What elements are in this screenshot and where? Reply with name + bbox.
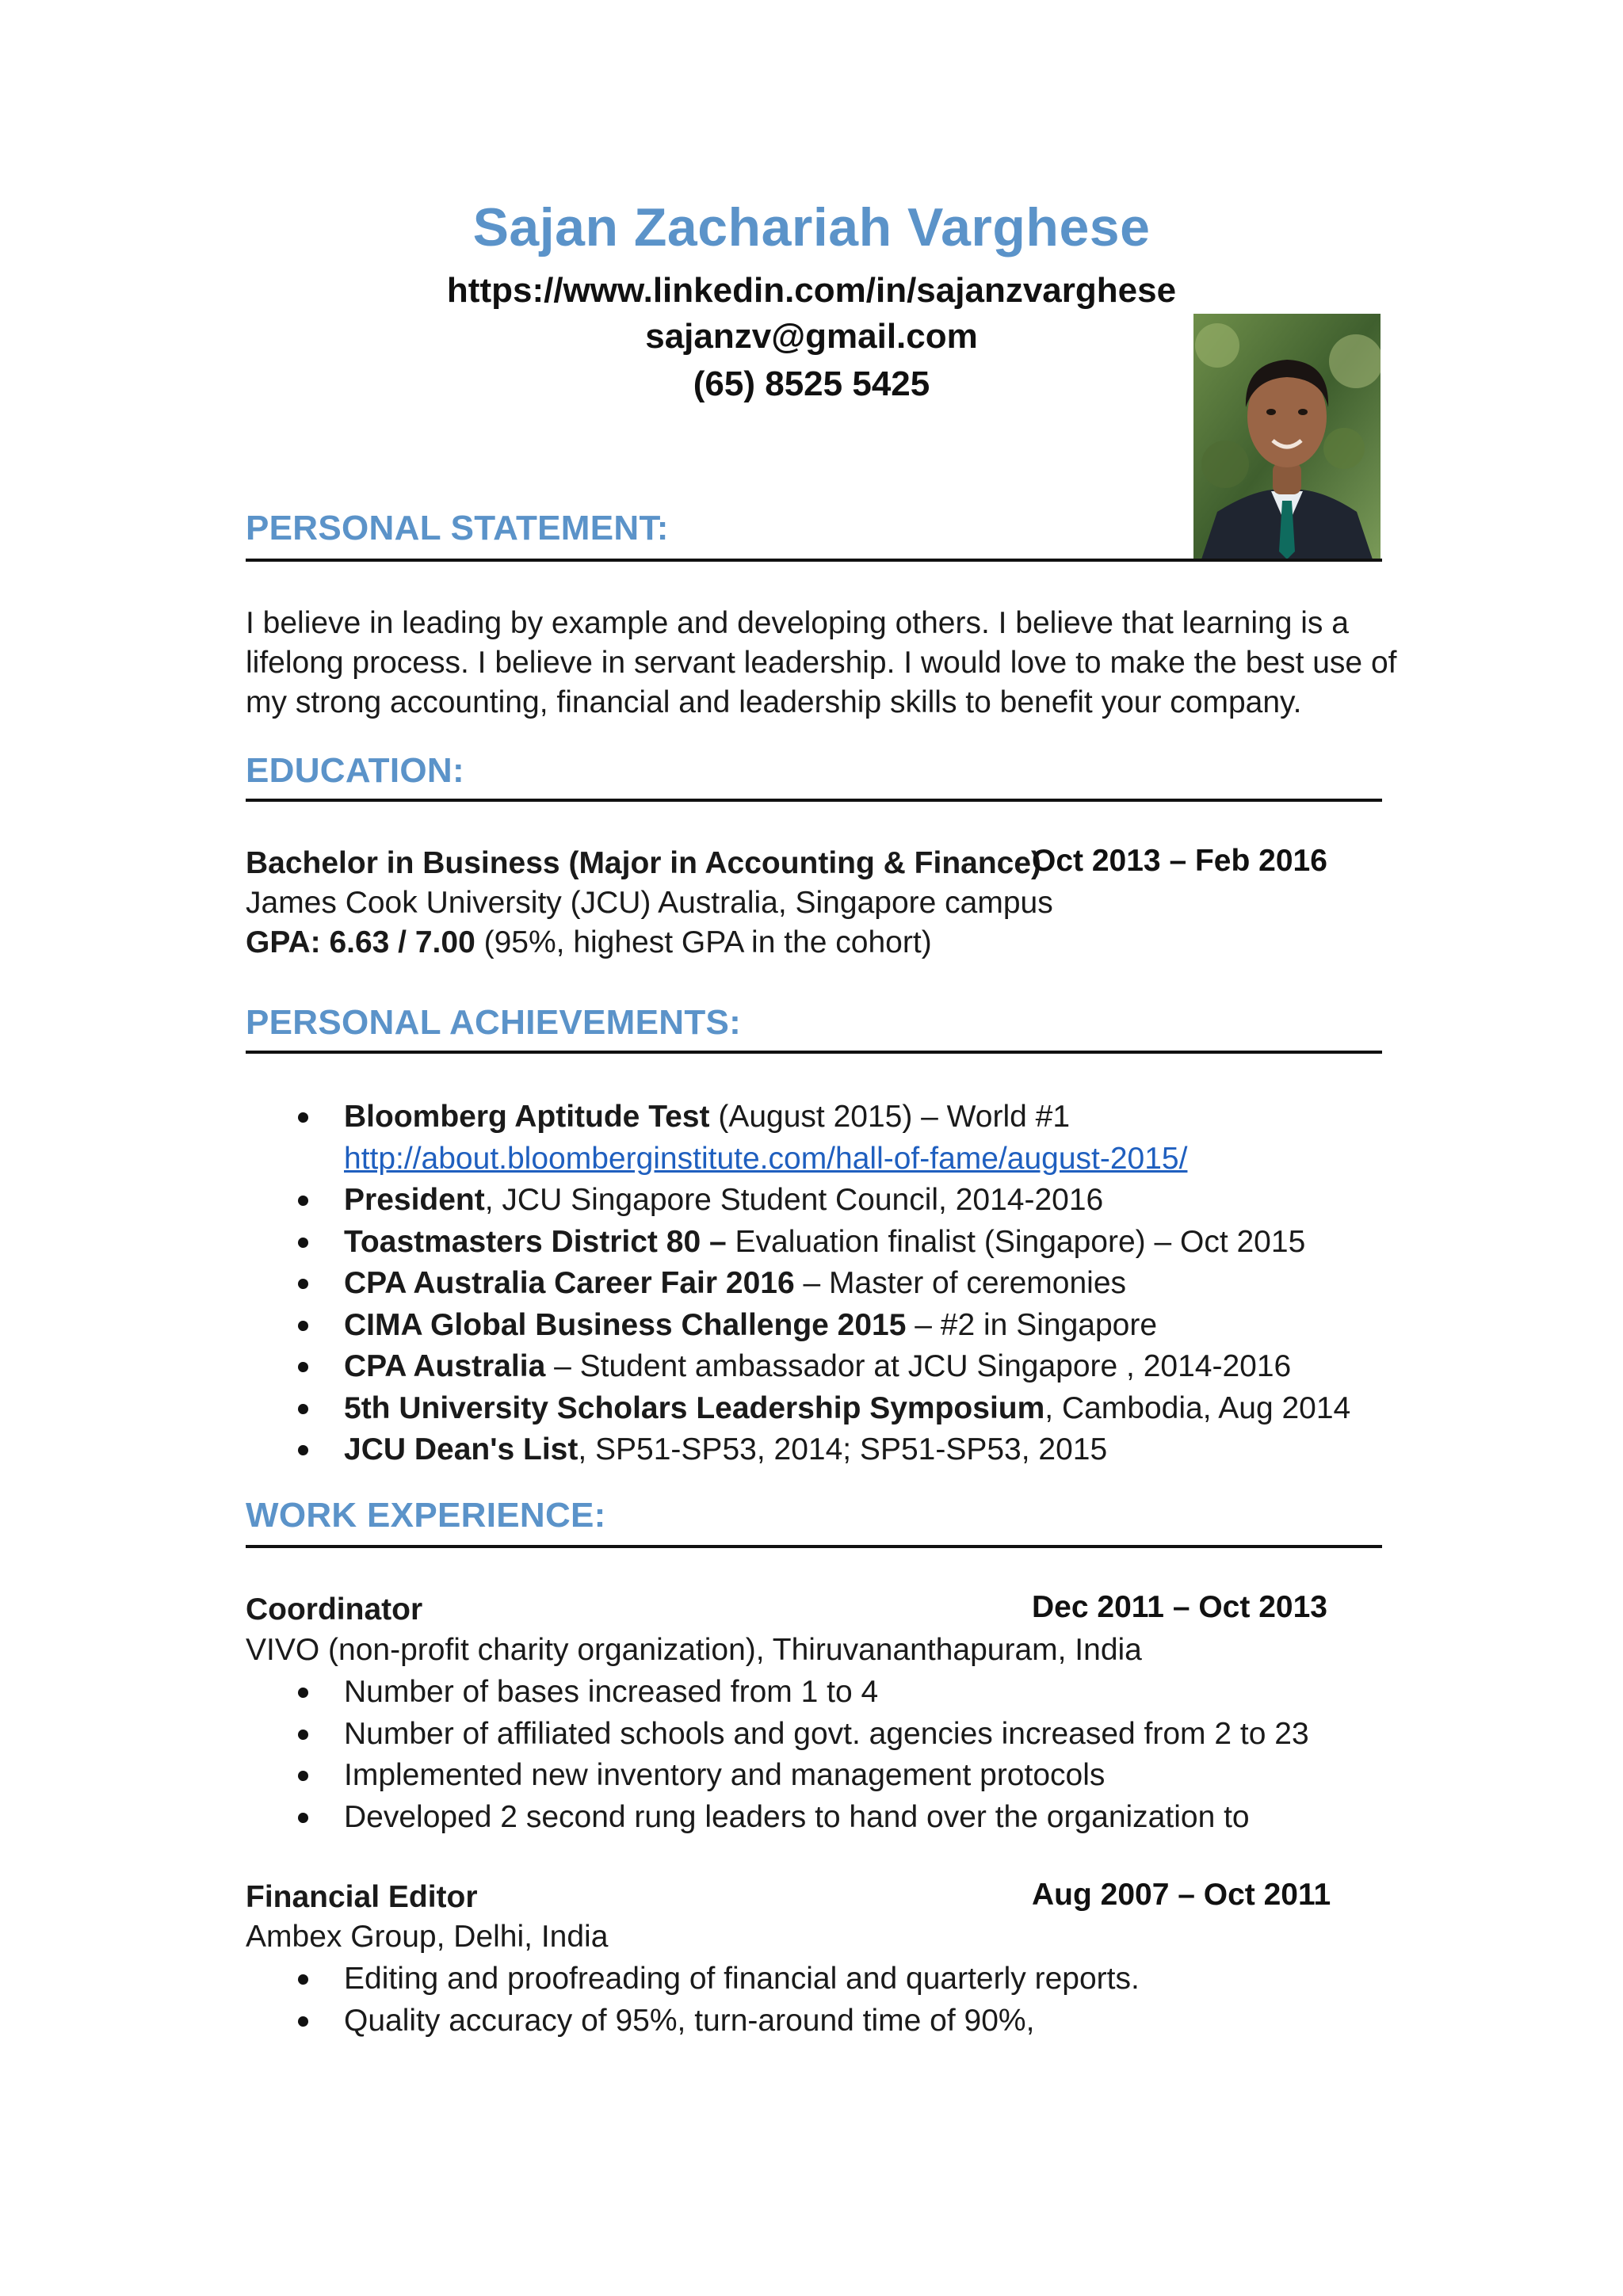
statement-line: lifelong process. I believe in servant leadership. I would love to make the best use of: [246, 646, 1397, 680]
job-dates: Aug 2007 – Oct 2011: [1032, 1878, 1331, 1912]
list-item: [246, 1222, 1387, 1264]
list-item: [246, 1305, 1387, 1347]
statement-line: I believe in leading by example and developing others. I believe that learning is a: [246, 606, 1349, 640]
degree-title: Bachelor in Business (Major in Accounting & Finance): [246, 846, 1042, 880]
bullet-icon: [298, 1730, 308, 1740]
achievement-detail: Evaluation finalist (Singapore) – Oct 2015: [726, 1224, 1306, 1259]
job-title: Financial Editor: [246, 1880, 478, 1914]
achievement-detail: – Master of ceremonies: [794, 1266, 1127, 1300]
gpa-line: [246, 923, 932, 963]
list-item: [246, 1263, 1387, 1305]
achievement-detail: , Cambodia, Aug 2014: [1044, 1390, 1351, 1425]
bullet-text: Developed 2 second rung leaders to hand over the organization to: [344, 1799, 1250, 1834]
bullet-icon: [298, 1238, 308, 1248]
bullet-icon: [298, 1321, 308, 1331]
section-divider: [246, 559, 1382, 562]
list-item: [246, 1388, 1387, 1430]
bullet-icon: [298, 1196, 308, 1206]
school-name: James Cook University (JCU) Australia, Singapore campus: [246, 886, 1053, 920]
achievement-detail: , SP51-SP53, 2014; SP51-SP53, 2015: [578, 1432, 1108, 1466]
list-item: [246, 1097, 1387, 1138]
bullet-icon: [298, 1112, 308, 1123]
achievement-detail: , JCU Singapore Student Council, 2014-2016: [484, 1183, 1104, 1217]
job-bullets: [246, 1672, 1387, 1838]
bullet-text: Implemented new inventory and management protocols: [344, 1758, 1106, 1792]
section-heading-work-experience: WORK EXPERIENCE:: [246, 1496, 606, 1535]
bullet-icon: [298, 1404, 308, 1414]
job-organization: Ambex Group, Delhi, India: [246, 1920, 609, 1954]
achievement-title: CIMA Global Business Challenge 2015: [344, 1307, 907, 1342]
bullet-icon: [298, 1771, 308, 1781]
list-item: [246, 1429, 1387, 1471]
section-heading-achievements: PERSONAL ACHIEVEMENTS:: [246, 1003, 742, 1042]
bullet-icon: [298, 1279, 308, 1289]
list-item: [246, 2000, 1387, 2042]
job-bullets: [246, 1958, 1387, 2042]
achievement-title: Toastmasters District 80 –: [344, 1224, 727, 1259]
list-item: [246, 1672, 1387, 1714]
bullet-icon: [298, 1445, 308, 1455]
list-item: [246, 1958, 1387, 2000]
section-divider: [246, 799, 1382, 802]
bullet-icon: [298, 1688, 308, 1698]
education-dates: Oct 2013 – Feb 2016: [1032, 844, 1327, 878]
achievement-title: Bloomberg Aptitude Test: [344, 1100, 710, 1134]
achievement-title: CPA Australia Career Fair 2016: [344, 1266, 795, 1300]
linkedin-url[interactable]: https://www.linkedin.com/in/sajanzvarghese: [446, 271, 1177, 310]
section-divider: [246, 1051, 1382, 1054]
bullet-icon: [298, 1362, 308, 1372]
list-item: [246, 1346, 1387, 1388]
list-item: [246, 1138, 1387, 1180]
bullet-text: Quality accuracy of 95%, turn-around time of 90%,: [344, 2003, 1035, 2038]
list-item: [246, 1797, 1387, 1839]
achievement-title: JCU Dean's List: [344, 1432, 579, 1466]
achievement-title: 5th University Scholars Leadership Symposium: [344, 1390, 1045, 1425]
bullet-icon: [298, 1974, 308, 1985]
list-item: [246, 1180, 1387, 1222]
bloomberg-link[interactable]: http://about.bloomberginstitute.com/hall-of-fame/august-2015/: [344, 1141, 1188, 1176]
section-heading-education: EDUCATION:: [246, 751, 464, 790]
phone-number: (65) 8525 5425: [693, 364, 930, 403]
bullet-text: Number of affiliated schools and govt. agencies increased from 2 to 23: [344, 1716, 1309, 1751]
achievements-list: [246, 1097, 1387, 1471]
achievement-detail: – #2 in Singapore: [906, 1307, 1158, 1342]
achievement-detail: – Student ambassador at JCU Singapore , 2014-2016: [545, 1349, 1292, 1383]
achievement-title: President: [344, 1183, 485, 1217]
list-item: [246, 1714, 1387, 1756]
gpa-note: (95%, highest GPA in the cohort): [475, 925, 932, 959]
job-dates: Dec 2011 – Oct 2013: [1032, 1590, 1327, 1624]
achievement-title: CPA Australia: [344, 1349, 546, 1383]
bullet-icon: [298, 1813, 308, 1823]
candidate-name: Sajan Zachariah Varghese: [472, 197, 1151, 257]
section-divider: [246, 1545, 1382, 1548]
profile-photo: [1193, 314, 1381, 559]
job-organization: VIVO (non-profit charity organization), Thiruvananthapuram, India: [246, 1633, 1142, 1667]
email-address[interactable]: sajanzv@gmail.com: [645, 317, 978, 356]
achievement-detail: (August 2015) – World #1: [709, 1100, 1071, 1134]
bullet-icon: [298, 2016, 308, 2027]
bullet-text: Number of bases increased from 1 to 4: [344, 1675, 879, 1709]
list-item: [246, 1755, 1387, 1797]
section-heading-personal-statement: PERSONAL STATEMENT:: [246, 509, 669, 547]
bullet-text: Editing and proofreading of financial and quarterly reports.: [344, 1962, 1140, 1996]
gpa-value: GPA: 6.63 / 7.00: [246, 925, 475, 959]
statement-line: my strong accounting, financial and leadership skills to benefit your company.: [246, 685, 1302, 719]
job-title: Coordinator: [246, 1592, 423, 1627]
